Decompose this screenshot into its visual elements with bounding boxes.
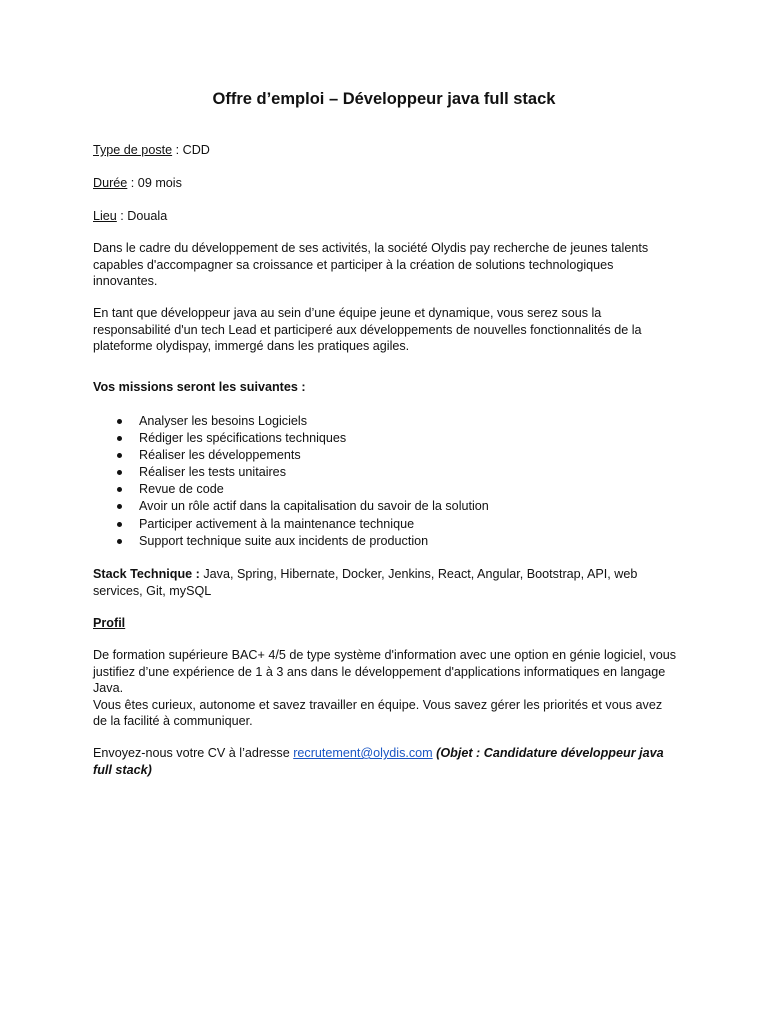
profil-text-2: Vous êtes curieux, autonome et savez travailler en équipe. Vous savez gérer les priorités et vous avez de la facilité à communiquer.	[93, 697, 663, 729]
list-item: Rédiger les spécifications techniques	[93, 430, 678, 447]
profil-text-1: De formation supérieure BAC+ 4/5 de type système d'information avec une option en génie logiciel, vous justifiez d’une expérience de 1 à 3 ans dans le développement d'applications informatiques en langage Java.	[93, 648, 677, 696]
list-item: Réaliser les développements	[93, 447, 678, 464]
stack-value: Java, Spring, Hibernate, Docker, Jenkins, React, Angular, Bootstrap, API, web services, Git, mySQL	[93, 567, 638, 598]
missions-list	[93, 413, 678, 550]
contact-paragraph	[93, 745, 678, 778]
job-type-value: : CDD	[172, 143, 210, 157]
page-title: Offre d’emploi – Développeur java full stack	[212, 90, 556, 108]
list-item: Réaliser les tests unitaires	[93, 464, 678, 481]
contact-subject: (Objet : Candidature développeur java full stack)	[93, 746, 664, 777]
contact-prefix: Envoyez-nous votre CV à l’adresse	[93, 746, 294, 760]
stack-paragraph	[93, 566, 678, 599]
missions-heading: Vos missions seront les suivantes :	[93, 380, 306, 394]
duration-value: : 09 mois	[127, 176, 182, 190]
role-paragraph: En tant que développeur java au sein d’une équipe jeune et dynamique, vous serez sous la responsabilité d'un tech Lead et participeré aux développements de nouvelles fonctionnalités de la plateforme olydispay, immergé dans les pratiques agiles.	[93, 306, 642, 354]
duration-label: Durée	[93, 176, 128, 190]
stack-label: Stack Technique :	[93, 567, 200, 581]
location-value: : Douala	[116, 209, 168, 223]
job-type-line	[93, 142, 678, 159]
location-label: Lieu	[93, 209, 117, 223]
duration-line	[93, 175, 678, 192]
list-item: Avoir un rôle actif dans la capitalisation du savoir de la solution	[93, 498, 678, 515]
email-link[interactable]: recrutement@olydis.com	[293, 746, 433, 760]
job-type-label: Type de poste	[93, 143, 173, 157]
list-item: Participer activement à la maintenance technique	[93, 516, 678, 533]
missions-list-wrapper	[93, 413, 678, 550]
profil-paragraph	[93, 647, 678, 730]
list-item: Analyser les besoins Logiciels	[93, 413, 678, 430]
list-item: Support technique suite aux incidents de production	[93, 533, 678, 550]
list-item: Revue de code	[93, 481, 678, 498]
profil-heading: Profil	[93, 616, 126, 630]
location-line	[93, 208, 678, 225]
intro-paragraph: Dans le cadre du développement de ses activités, la société Olydis pay recherche de jeunes talents capables d'accompagner sa croissance et participer à la création de solutions technologiques innovantes.	[93, 241, 649, 289]
